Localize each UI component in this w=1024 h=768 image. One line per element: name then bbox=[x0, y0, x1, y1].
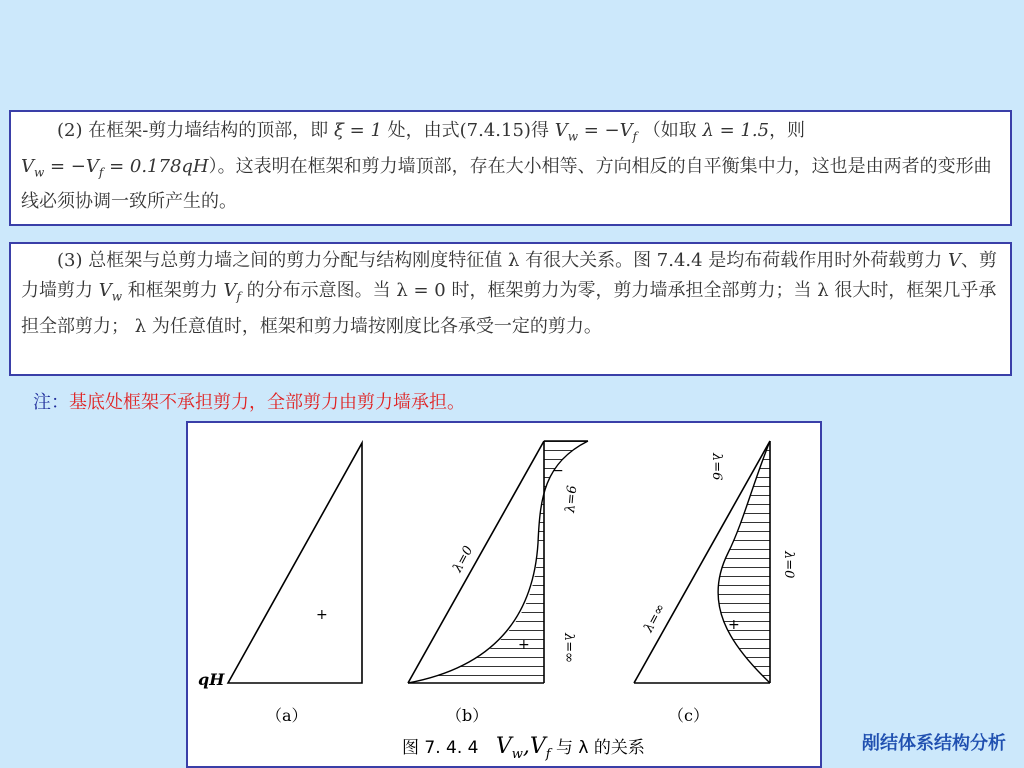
para2-mid3: ，则 bbox=[769, 120, 806, 141]
label-c: （c） bbox=[668, 706, 709, 725]
diagram-c-lambdainf-label: λ=∞ bbox=[641, 601, 669, 635]
diagram-b-lambda6-label: λ=6 bbox=[563, 484, 581, 514]
para2-tail: ）。这表明在框架和剪力墙顶部，存在大小相等、方向相反的自平衡集中力，这也是由两者的变形曲线必须协调一致所产生的。 bbox=[21, 155, 992, 213]
diagram-b-minus: − bbox=[552, 463, 564, 479]
caption-suffix: 与 λ 的关系 bbox=[550, 738, 645, 758]
diagram-b-hatch-bottom bbox=[408, 558, 544, 683]
lambda-equation: λ = 1.5 bbox=[702, 120, 770, 141]
figure-caption bbox=[402, 734, 645, 762]
footer-title: 剐结体系结构分析 bbox=[862, 733, 1006, 754]
paragraph-3: (3) 总框架与总剪力墙之间的剪力分配与结构刚度特征值 λ 有很大关系。图 7.4.4 是均布荷载作用时外荷载剪力 V、剪力墙剪力 $V_w$ 和框架剪力 $V_f$ 的分布示意图。当 λ = 0 时，框架剪力为零，剪力墙承担全部剪力；当 λ 很大时，框架几乎承担全部剪力； λ 为任意值时，框架和剪力墙按刚度比各承受一定的剪力。 bbox=[21, 250, 998, 337]
caption-prefix: 图 7. 4. 4 bbox=[402, 738, 479, 758]
eq-value: $V_w = -V_f = 0.178qH$ bbox=[21, 155, 209, 180]
diagram-c-hatch bbox=[718, 441, 770, 683]
paragraph-2-box bbox=[9, 110, 1012, 226]
diagram-b-plus: + bbox=[518, 637, 530, 653]
diagram-c-lambda0-label: λ=0 bbox=[781, 551, 796, 579]
diagram-c-plus: + bbox=[728, 617, 740, 633]
diagram-b-lambdainf-label: λ=∞ bbox=[561, 633, 576, 663]
diagram-a-triangle bbox=[228, 443, 362, 683]
label-b: （b） bbox=[446, 706, 489, 725]
xi-equation: ξ = 1 bbox=[334, 120, 382, 141]
svg-text:图 7. 4. 4 Vw,Vf 与 λ 的关: 图 7. 4. 4 $V_w,V_f$ 与 λ 的关系 bbox=[402, 734, 645, 762]
para2-prefix: (2) 在框架-剪力墙结构的顶部，即 bbox=[57, 120, 335, 141]
diagram-b bbox=[408, 441, 588, 725]
paragraph-3-box bbox=[9, 242, 1012, 376]
diagram-b-hatch-top bbox=[538, 441, 588, 543]
para2-mid2: （如取 bbox=[642, 120, 703, 141]
diagram-a bbox=[198, 443, 362, 725]
note-label: 注： bbox=[33, 392, 69, 413]
diagram-b-lambda0-label: λ=0 bbox=[450, 543, 477, 575]
para2-mid1: 处，由式(7.4.15)得 bbox=[381, 120, 555, 141]
qh-label: qH bbox=[198, 670, 225, 689]
diagram-a-plus: + bbox=[316, 607, 328, 623]
paragraph-2 bbox=[21, 116, 1002, 217]
note-text: 基底处框架不承担剪力，全部剪力由剪力墙承担。 bbox=[69, 392, 465, 413]
note bbox=[33, 388, 465, 414]
diagram-c bbox=[634, 441, 796, 725]
shear-distribution-figure bbox=[188, 423, 820, 766]
diagram-c-lambda6-label: λ=6 bbox=[709, 453, 724, 481]
eq-vw-vf: $V_w = -V_f$ bbox=[554, 120, 638, 144]
figure-frame bbox=[186, 421, 822, 768]
label-a: （a） bbox=[266, 706, 308, 725]
